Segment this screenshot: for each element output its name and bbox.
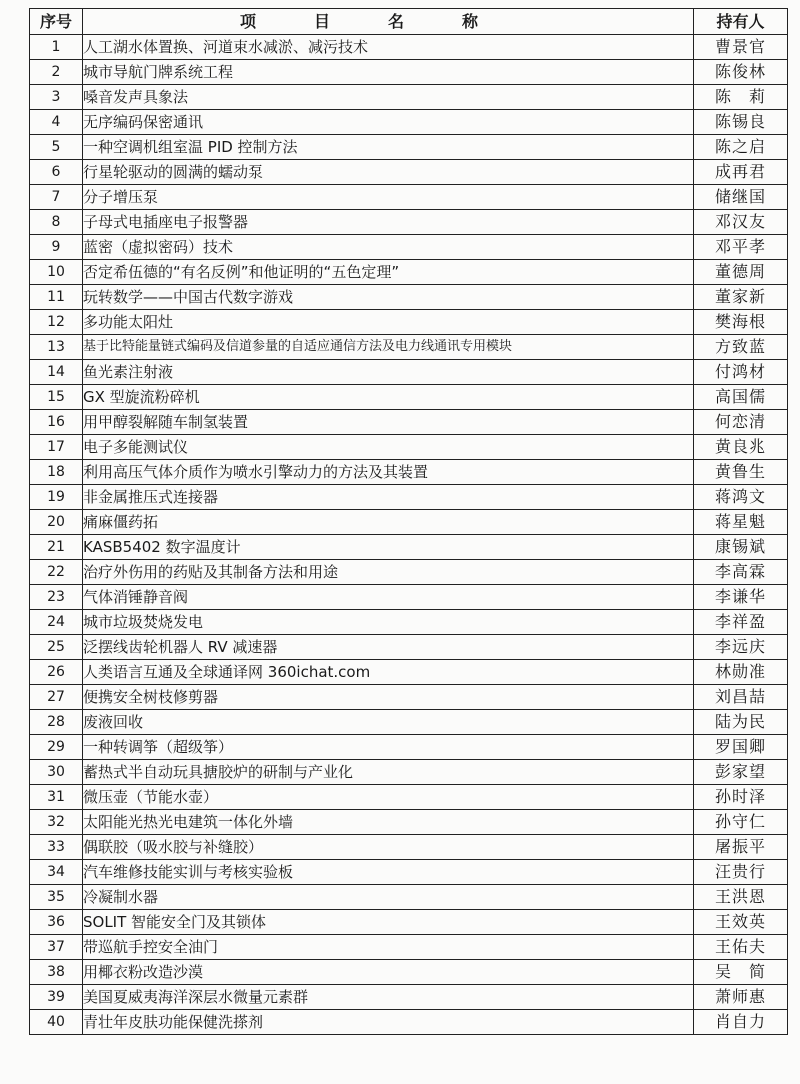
row-owner: 林勋准 xyxy=(694,660,788,685)
row-owner: 陈之启 xyxy=(694,135,788,160)
row-number: 40 xyxy=(30,1010,83,1035)
row-project-name: 用椰衣粉改造沙漠 xyxy=(83,960,694,985)
row-project-name: 否定希伍德的“有名反例”和他证明的“五色定理” xyxy=(83,260,694,285)
row-project-name: 冷凝制水器 xyxy=(83,885,694,910)
row-project-name: 废液回收 xyxy=(83,710,694,735)
table-row xyxy=(30,435,788,460)
table-body xyxy=(30,35,788,1035)
row-project-name: 痛麻僵药拓 xyxy=(83,510,694,535)
row-owner: 王洪恩 xyxy=(694,885,788,910)
table-row xyxy=(30,110,788,135)
row-number: 17 xyxy=(30,435,83,460)
row-project-name: KASB5402 数字温度计 xyxy=(83,535,694,560)
row-owner: 高国儒 xyxy=(694,385,788,410)
row-number: 29 xyxy=(30,735,83,760)
row-owner: 陈俊林 xyxy=(694,60,788,85)
row-owner: 王效英 xyxy=(694,910,788,935)
row-owner: 陈 莉 xyxy=(694,85,788,110)
row-project-name: 泛摆线齿轮机器人 RV 减速器 xyxy=(83,635,694,660)
row-owner: 付鸿材 xyxy=(694,360,788,385)
table-row xyxy=(30,485,788,510)
table-row xyxy=(30,560,788,585)
row-project-name: 电子多能测试仪 xyxy=(83,435,694,460)
row-project-name: 人工湖水体置换、河道束水减淤、减污技术 xyxy=(83,35,694,60)
row-project-name: 行星轮驱动的圆满的蠕动泵 xyxy=(83,160,694,185)
row-project-name: 鱼光素注射液 xyxy=(83,360,694,385)
row-project-name: 用甲醇裂解随车制氢装置 xyxy=(83,410,694,435)
row-owner: 成再君 xyxy=(694,160,788,185)
row-project-name: 子母式电插座电子报警器 xyxy=(83,210,694,235)
row-project-name: 多功能太阳灶 xyxy=(83,310,694,335)
header-project-name: 项目名称 xyxy=(83,9,694,35)
row-number: 16 xyxy=(30,410,83,435)
header-serial-number: 序号 xyxy=(30,9,83,35)
table-row xyxy=(30,360,788,385)
row-number: 2 xyxy=(30,60,83,85)
row-project-name: 带巡航手控安全油门 xyxy=(83,935,694,960)
table-row xyxy=(30,235,788,260)
row-number: 31 xyxy=(30,785,83,810)
row-owner: 黄鲁生 xyxy=(694,460,788,485)
row-project-name: 城市导航门牌系统工程 xyxy=(83,60,694,85)
row-number: 23 xyxy=(30,585,83,610)
header-owner: 持有人 xyxy=(694,9,788,35)
row-owner: 蒋星魁 xyxy=(694,510,788,535)
row-owner: 孙时泽 xyxy=(694,785,788,810)
table-row xyxy=(30,935,788,960)
row-project-name: 蓝密（虚拟密码）技术 xyxy=(83,235,694,260)
table-row xyxy=(30,410,788,435)
table-row xyxy=(30,685,788,710)
row-project-name: 汽车维修技能实训与考核实验板 xyxy=(83,860,694,885)
row-number: 5 xyxy=(30,135,83,160)
row-owner: 曹景官 xyxy=(694,35,788,60)
row-owner: 邓汉友 xyxy=(694,210,788,235)
row-number: 8 xyxy=(30,210,83,235)
row-project-name: 一种空调机组室温 PID 控制方法 xyxy=(83,135,694,160)
row-number: 1 xyxy=(30,35,83,60)
row-owner: 萧师惠 xyxy=(694,985,788,1010)
row-project-name: 利用高压气体介质作为喷水引擎动力的方法及其装置 xyxy=(83,460,694,485)
table-row xyxy=(30,860,788,885)
row-number: 35 xyxy=(30,885,83,910)
table-row xyxy=(30,285,788,310)
table-row xyxy=(30,960,788,985)
table-row xyxy=(30,260,788,285)
row-owner: 邓平孝 xyxy=(694,235,788,260)
table-row xyxy=(30,735,788,760)
row-owner: 李谦华 xyxy=(694,585,788,610)
row-project-name: 城市垃圾焚烧发电 xyxy=(83,610,694,635)
row-owner: 陆为民 xyxy=(694,710,788,735)
row-number: 27 xyxy=(30,685,83,710)
row-owner: 汪贵行 xyxy=(694,860,788,885)
row-project-name: 太阳能光热光电建筑一体化外墙 xyxy=(83,810,694,835)
row-number: 25 xyxy=(30,635,83,660)
row-project-name: 分子增压泵 xyxy=(83,185,694,210)
row-project-name: 蓄热式半自动玩具搪胶炉的研制与产业化 xyxy=(83,760,694,785)
table-row xyxy=(30,785,788,810)
row-owner: 李祥盈 xyxy=(694,610,788,635)
table-row xyxy=(30,635,788,660)
row-number: 18 xyxy=(30,460,83,485)
table-row xyxy=(30,160,788,185)
table-row xyxy=(30,910,788,935)
row-owner: 孙守仁 xyxy=(694,810,788,835)
row-owner: 康锡斌 xyxy=(694,535,788,560)
row-number: 7 xyxy=(30,185,83,210)
row-project-name: 治疗外伤用的药贴及其制备方法和用途 xyxy=(83,560,694,585)
row-owner: 吴 简 xyxy=(694,960,788,985)
row-project-name: 便携安全树枝修剪器 xyxy=(83,685,694,710)
table-row xyxy=(30,835,788,860)
row-number: 20 xyxy=(30,510,83,535)
table-row xyxy=(30,185,788,210)
table-row xyxy=(30,610,788,635)
row-number: 39 xyxy=(30,985,83,1010)
row-number: 30 xyxy=(30,760,83,785)
row-number: 6 xyxy=(30,160,83,185)
row-owner: 储继国 xyxy=(694,185,788,210)
table-row xyxy=(30,710,788,735)
row-number: 11 xyxy=(30,285,83,310)
row-number: 10 xyxy=(30,260,83,285)
table-row xyxy=(30,585,788,610)
row-project-name: 无序编码保密通讯 xyxy=(83,110,694,135)
table-row xyxy=(30,210,788,235)
row-owner: 李远庆 xyxy=(694,635,788,660)
table-row xyxy=(30,35,788,60)
row-project-name: 青壮年皮肤功能保健洗搽剂 xyxy=(83,1010,694,1035)
table-row xyxy=(30,810,788,835)
row-owner: 刘昌喆 xyxy=(694,685,788,710)
row-number: 12 xyxy=(30,310,83,335)
table-row xyxy=(30,310,788,335)
table-row xyxy=(30,535,788,560)
row-project-name: GX 型旋流粉碎机 xyxy=(83,385,694,410)
row-number: 24 xyxy=(30,610,83,635)
row-owner: 董家新 xyxy=(694,285,788,310)
row-number: 3 xyxy=(30,85,83,110)
row-number: 32 xyxy=(30,810,83,835)
row-project-name: 偶联胶（吸水胶与补缝胶） xyxy=(83,835,694,860)
row-project-name: 玩转数学——中国古代数字游戏 xyxy=(83,285,694,310)
table-row xyxy=(30,510,788,535)
row-owner: 方致蓝 xyxy=(694,335,788,360)
table-row xyxy=(30,1010,788,1035)
row-project-name: 基于比特能量链式编码及信道参量的自适应通信方法及电力线通讯专用模块 xyxy=(83,335,694,360)
row-owner: 李高霖 xyxy=(694,560,788,585)
row-owner: 黄良兆 xyxy=(694,435,788,460)
row-owner: 蒋鸿文 xyxy=(694,485,788,510)
table-row xyxy=(30,760,788,785)
row-project-name: 一种转调筝（超级筝） xyxy=(83,735,694,760)
row-project-name: 人类语言互通及全球通译网 360ichat.com xyxy=(83,660,694,685)
row-project-name: 非金属推压式连接器 xyxy=(83,485,694,510)
row-project-name: 美国夏威夷海洋深层水微量元素群 xyxy=(83,985,694,1010)
row-number: 28 xyxy=(30,710,83,735)
row-number: 13 xyxy=(30,335,83,360)
row-owner: 屠振平 xyxy=(694,835,788,860)
table-row xyxy=(30,885,788,910)
table-row xyxy=(30,460,788,485)
table-row xyxy=(30,85,788,110)
row-number: 14 xyxy=(30,360,83,385)
row-number: 37 xyxy=(30,935,83,960)
row-number: 19 xyxy=(30,485,83,510)
row-number: 33 xyxy=(30,835,83,860)
row-project-name: SOLIT 智能安全门及其锁体 xyxy=(83,910,694,935)
row-owner: 董德周 xyxy=(694,260,788,285)
row-number: 38 xyxy=(30,960,83,985)
table-row xyxy=(30,60,788,85)
row-owner: 罗国卿 xyxy=(694,735,788,760)
row-number: 22 xyxy=(30,560,83,585)
row-project-name: 气体消锤静音阀 xyxy=(83,585,694,610)
table-row xyxy=(30,660,788,685)
row-number: 36 xyxy=(30,910,83,935)
row-owner: 肖自力 xyxy=(694,1010,788,1035)
row-number: 4 xyxy=(30,110,83,135)
project-table xyxy=(29,8,788,1035)
row-owner: 陈锡良 xyxy=(694,110,788,135)
row-owner: 王佑夫 xyxy=(694,935,788,960)
row-number: 34 xyxy=(30,860,83,885)
row-number: 15 xyxy=(30,385,83,410)
table-row xyxy=(30,985,788,1010)
table-row xyxy=(30,385,788,410)
row-owner: 彭家望 xyxy=(694,760,788,785)
row-owner: 何恋清 xyxy=(694,410,788,435)
header-row xyxy=(30,9,788,35)
row-number: 9 xyxy=(30,235,83,260)
row-project-name: 微压壶（节能水壶） xyxy=(83,785,694,810)
row-project-name: 嗓音发声具象法 xyxy=(83,85,694,110)
table-row xyxy=(30,335,788,360)
table-row xyxy=(30,135,788,160)
row-owner: 樊海根 xyxy=(694,310,788,335)
row-number: 21 xyxy=(30,535,83,560)
row-number: 26 xyxy=(30,660,83,685)
